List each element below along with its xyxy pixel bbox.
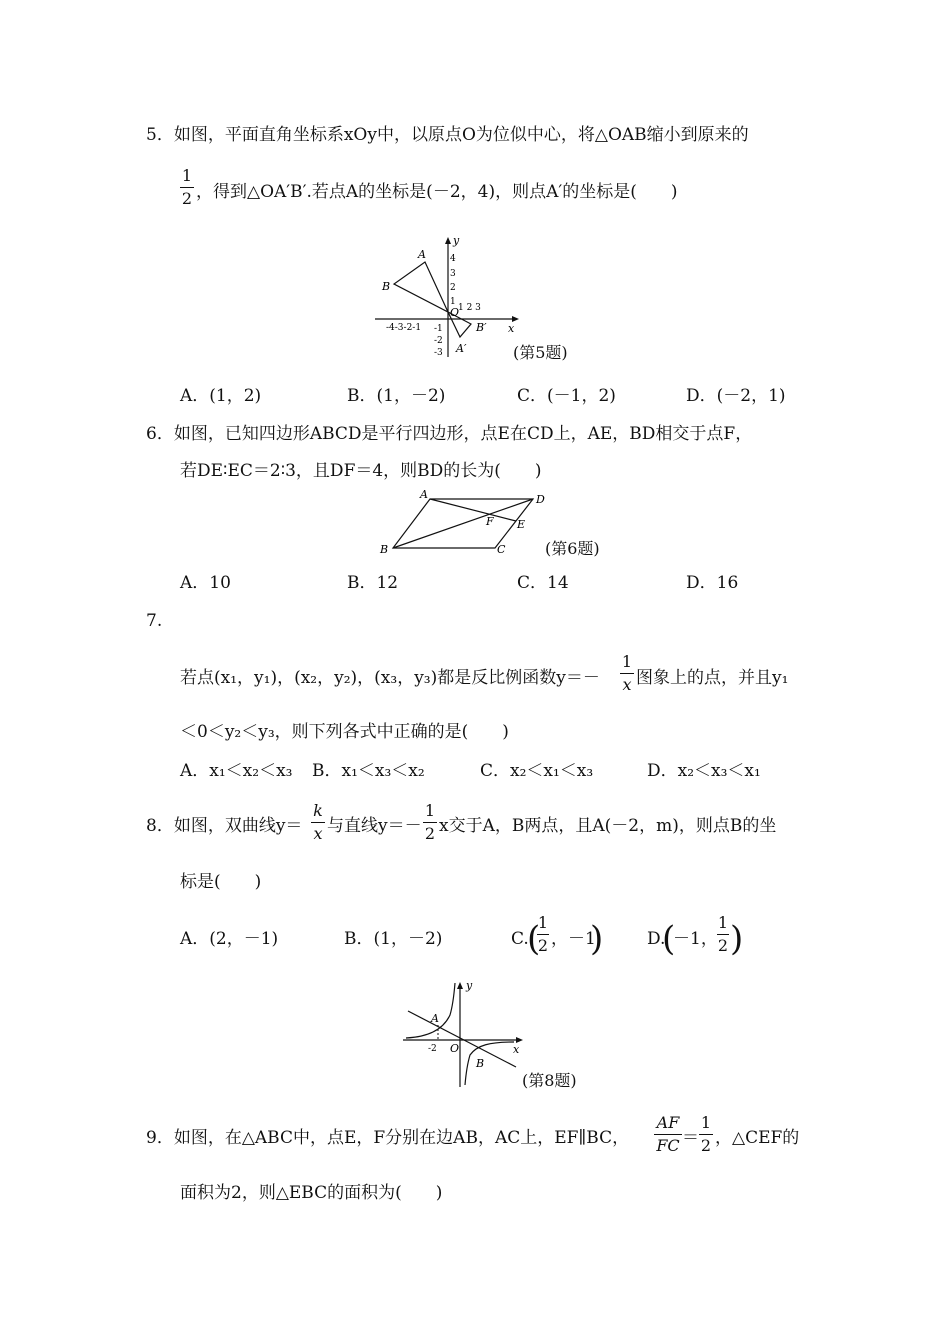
q5-line2: ，得到△OA′B′.若点A的坐标是(－2，4)，则点A′的坐标是( ) [196, 182, 678, 202]
fraction-bar [717, 934, 729, 935]
q6-option-c[interactable]: C．14 [517, 573, 569, 593]
q7-option-b[interactable]: B．x₁＜x₃＜x₂ [312, 761, 425, 781]
fraction-numerator: 1 [621, 652, 633, 671]
fraction-denominator: x [622, 675, 632, 694]
q6-label-A: A [420, 488, 428, 501]
q8-option-d-fraction [717, 913, 729, 956]
q7-fraction [620, 652, 634, 695]
q8-option-b[interactable]: B．(1，－2) [344, 929, 443, 949]
fraction-denominator: 2 [717, 936, 729, 955]
q5-fraction [180, 166, 194, 209]
fraction-denominator: 2 [537, 936, 549, 955]
q9-line1b: ，△CEF的 [715, 1128, 800, 1148]
q8-fraction-half [423, 801, 437, 844]
q6-line2: 若DE∶EC＝2∶3，且DF＝4，则BD的长为( ) [180, 461, 542, 481]
fraction-denominator: FC [656, 1136, 680, 1155]
q7-line2: ＜0＜y₂＜y₃，则下列各式中正确的是( ) [180, 722, 509, 742]
fraction-bar [620, 673, 634, 674]
fraction-denominator: 2 [181, 189, 193, 208]
fraction-denominator: x [313, 824, 323, 843]
q6-figure [375, 485, 550, 560]
q5-ytick-2: 2 [450, 283, 456, 293]
q9-line1a: 9．如图，在△ABC中，点E，F分别在边AB，AC上，EF∥BC， [146, 1128, 630, 1148]
fraction-bar [423, 822, 437, 823]
option-letter: C. [511, 929, 529, 949]
q5-option-c[interactable]: C．(－1，2) [517, 386, 616, 406]
q5-caption: (第5题) [513, 343, 568, 362]
fraction-bar [699, 1134, 713, 1135]
q8-label-y: y [466, 979, 473, 992]
q8-label-minus2: -2 [428, 1044, 437, 1054]
fraction-denominator: 2 [424, 824, 436, 843]
q8-fraction-k-over-x [311, 801, 325, 844]
fraction-numerator: 1 [181, 166, 193, 185]
q5-ytick-1: 1 [450, 297, 456, 307]
q6-line1: 6．如图，已知四边形ABCD是平行四边形，点E在CD上，AE，BD相交于点F， [146, 424, 753, 444]
q7-option-d[interactable]: D．x₂＜x₃＜x₁ [647, 761, 761, 781]
fraction-numerator: 1 [537, 913, 549, 932]
q8-label-x: x [513, 1043, 520, 1056]
q8-line2: 标是( ) [180, 872, 262, 892]
q7-option-c[interactable]: C．x₂＜x₁＜x₃ [480, 761, 594, 781]
fraction-numerator: AF [656, 1113, 680, 1132]
q5-xticks-negative: -4-3-2-1 [386, 323, 422, 333]
q8-caption: (第8题) [522, 1071, 577, 1090]
q5-xticks-positive: 1 2 3 [458, 303, 481, 313]
q6-label-D: D [536, 493, 545, 506]
q5-label-A: A [418, 248, 426, 261]
q5-option-b[interactable]: B．(1，－2) [347, 386, 446, 406]
fraction-bar [654, 1134, 682, 1135]
q6-label-B: B [380, 543, 389, 556]
fraction-bar [537, 934, 549, 935]
fraction-numerator: k [313, 801, 323, 820]
q9-equals: ＝ [682, 1128, 699, 1148]
fraction-numerator: 1 [717, 913, 729, 932]
q8-option-c-paren-close: ) [590, 919, 604, 959]
fraction-numerator: 1 [700, 1113, 712, 1132]
q7-line1a: 若点(x₁，y₁)，(x₂，y₂)，(x₃，y₃)都是反比例函数y＝－ [180, 668, 600, 688]
q5-label-O: O [450, 306, 460, 319]
q5-ytick-4: 4 [450, 254, 456, 264]
fraction-bar [311, 822, 325, 823]
q5-ytick-n2: -2 [434, 336, 443, 346]
q5-label-A-prime: A′ [456, 342, 467, 355]
q9-fraction-af-fc [654, 1113, 682, 1156]
fraction-bar [180, 187, 194, 188]
q5-label-y: y [453, 234, 460, 247]
q8-line1b: 与直线y＝－ [327, 816, 422, 836]
q8-option-c-fraction [537, 913, 549, 956]
q5-label-x: x [508, 322, 515, 335]
q8-figure [398, 975, 533, 1090]
q9-line2: 面积为2，则△EBC的面积为( ) [180, 1183, 443, 1203]
q8-option-a[interactable]: A．(2，－1) [180, 929, 279, 949]
q8-line1c: x交于A，B两点，且A(－2，m)，则点B的坐 [439, 816, 777, 836]
q5-option-d[interactable]: D．(－2，1) [686, 386, 786, 406]
q7-number: 7. [146, 611, 163, 631]
q6-label-E: E [517, 518, 526, 531]
q5-label-B-prime: B′ [476, 321, 487, 334]
q6-label-C: C [497, 543, 506, 556]
q8-label-A: A [431, 1012, 439, 1025]
q5-figure [370, 232, 530, 362]
q8-option-d-paren-open: ( [662, 919, 676, 959]
q9-fraction-half [699, 1113, 713, 1156]
q5-line1: 5．如图，平面直角坐标系xOy中，以原点O为位似中心，将△OAB缩小到原来的 [146, 125, 749, 145]
q5-ytick-n3: -3 [434, 348, 443, 358]
q5-ytick-n1: -1 [434, 324, 443, 334]
q8-option-c-rest: ，－1 [551, 929, 596, 949]
q6-option-a[interactable]: A．10 [180, 573, 231, 593]
q8-line1a: 8．如图，双曲线y＝ [146, 816, 303, 836]
q5-label-B: B [382, 280, 391, 293]
fraction-denominator: 2 [700, 1136, 712, 1155]
q6-label-F: F [486, 515, 494, 528]
q6-option-b[interactable]: B．12 [347, 573, 399, 593]
q6-option-d[interactable]: D．16 [686, 573, 739, 593]
q8-label-O: O [450, 1042, 460, 1055]
q6-caption: (第6题) [545, 539, 600, 558]
fraction-numerator: 1 [424, 801, 436, 820]
q5-ytick-3: 3 [450, 269, 456, 279]
q7-line1b: 图象上的点，并且y₁ [636, 668, 789, 688]
q7-option-a[interactable]: A．x₁＜x₂＜x₃ [180, 761, 293, 781]
q8-option-d-paren-close: ) [730, 919, 744, 959]
q8-option-c-paren-open: ( [527, 919, 541, 959]
q8-label-B: B [476, 1057, 485, 1070]
q5-option-a[interactable]: A．(1，2) [180, 386, 262, 406]
option-letter: D. [647, 929, 666, 949]
q8-option-d-rest: －1， [673, 929, 718, 949]
